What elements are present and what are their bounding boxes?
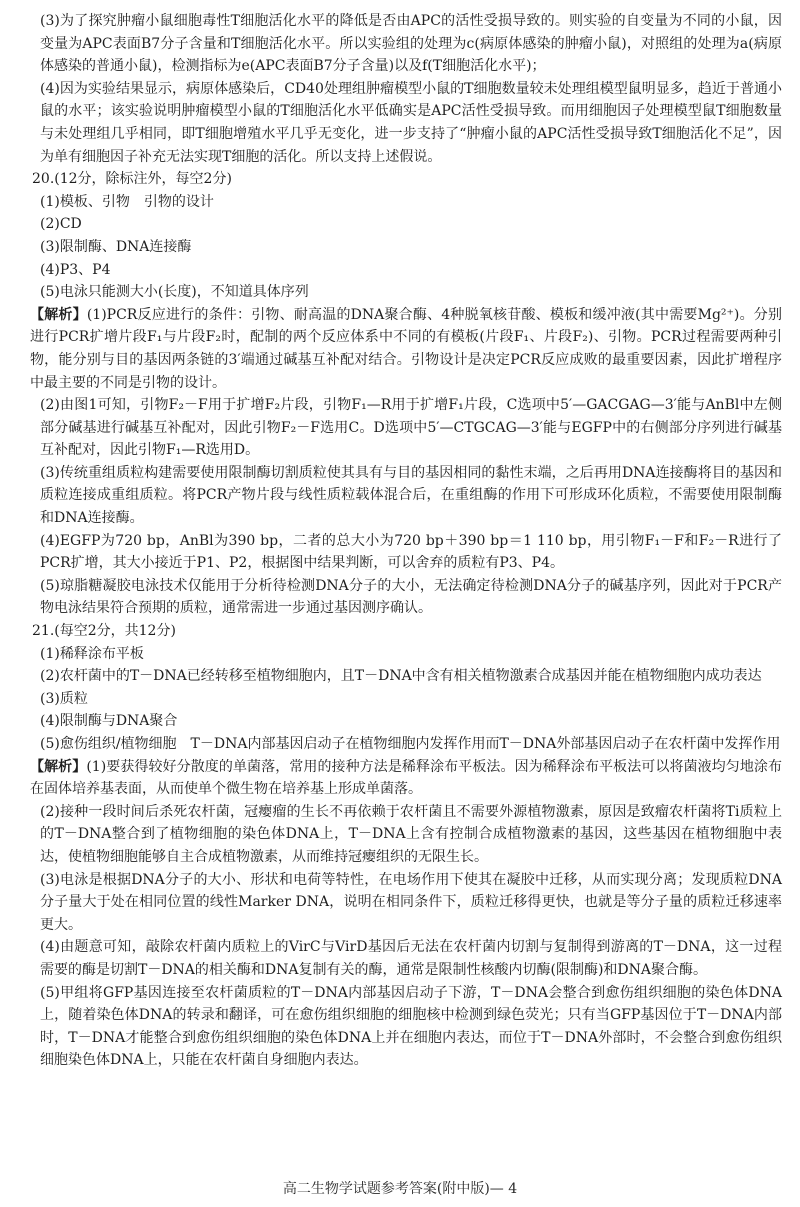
q21-answer-4: (4)限制酶与DNA聚合: [40, 713, 178, 730]
q20-answer-4: (4)P3、P4: [40, 261, 111, 278]
q21-answer-5: (5)愈伤组织/植物细胞 T－DNA内部基因启动子在植物细胞内发挥作用而T－DNA外部基因启动子在农杆菌中发挥作用: [40, 736, 781, 752]
page-footer: 高二生物学试题参考答案(附中版)— 4: [282, 1181, 518, 1197]
q20-answer-2: (2)CD: [40, 216, 82, 233]
q21-heading: 21.(每空2分，共12分): [32, 623, 176, 640]
q21-explanation-2: (2)接种一段时间后杀死农杆菌，冠瘿瘤的生长不再依赖于农杆菌且不需要外源植物激素，原因是致瘤农杆菌将Ti质粒上的T－DNA整合到了植物细胞的染色体DNA上，T－DNA上含有控制合成植物激素的基因，这些基因在植物细胞中表达，使植物细胞能够自主合成植物激素，从而维持冠瘿组织的无限生长。: [40, 803, 782, 865]
jiexi-label: 【解析】: [30, 306, 87, 323]
q21-explanation-4: (4)由题意可知，敲除农杆菌内质粒上的VirC与VirD基因后无法在农杆菌内切割与复制得到游离的T－DNA，这一过程需要的酶是切割T－DNA的相关酶和DNA复制有关的酶，通常是限制性核酸内切酶(限制酶)和DNA聚合酶。: [40, 939, 782, 978]
q21-answer-1: (1)稀释涂布平板: [40, 645, 144, 662]
q20-explanation-5: (5)琼脂糖凝胶电泳技术仅能用于分析待检测DNA分子的大小，无法确定待检测DNA分子的碱基序列，因此对于PCR产物电泳结果符合预期的质粒，通常需进一步通过基因测序确认。: [40, 577, 782, 617]
q21-explanation-3: (3)电泳是根据DNA分子的大小、形状和电荷等特性，在电场作用下使其在凝胶中迁移，从而实现分离；发现质粒DNA分子量大于处在相同位置的线性Marker DNA，说明在相同条件下，质粒迁移得更快，也就是等分子量的质粒迁移速率更大。: [40, 871, 782, 933]
q21-explanation-1: [30, 756, 782, 801]
q20-heading: 20.(12分，除标注外，每空2分): [32, 171, 232, 188]
q21-answer-3: (3)质粒: [40, 690, 88, 707]
q20-explanation-4: (4)EGFP为720 bp，AnBl为390 bp，二者的总大小为720 bp＋390 bp＝1 110 bp，用引物F₁－F和F₂－R进行了PCR扩增，其大小接近于P1、P2，根据图中结果判断，可以舍弃的质粒有P3、P4。: [40, 532, 782, 572]
q21-answer-2: (2)农杆菌中的T－DNA已经转移至植物细胞内，且T－DNA中含有相关植物激素合成基因并能在植物细胞内成功表达: [40, 668, 762, 685]
q20-answer-1: (1)模板、引物 引物的设计: [40, 193, 214, 210]
q20-explanation-1: [30, 304, 782, 394]
page-content: [30, 10, 782, 1072]
q21-explanation-5: (5)甲组将GFP基因连接至农杆菌质粒的T－DNA内部基因启动子下游，T－DNA会整合到愈伤组织细胞的染色体DNA上，随着染色体DNA的转录和翻译，可在愈伤组织细胞的细胞核中检测到绿色荧光；只有当GFP基因位于T－DNA内部时，T－DNA才能整合到愈伤组织细胞的染色体DNA上并在细胞内表达，而位于T－DNA外部时，不会整合到愈伤组织细胞染色体DNA上，只能在农杆菌自身细胞内表达。: [40, 984, 782, 1069]
q20-explanation-3: (3)传统重组质粒构建需要使用限制酶切割质粒使其具有与目的基因相同的黏性末端，之后再用DNA连接酶将目的基因和质粒连接成重组质粒。将PCR产物片段与线性质粒载体混合后，在重组酶的作用下可形成环化质粒，不需要使用限制酶和DNA连接酶。: [40, 464, 782, 527]
q19-explanation-3: (3)为了探究肿瘤小鼠细胞毒性T细胞活化水平的降低是否由APC的活性受损导致的。则实验的自变量为不同的小鼠，因变量为APC表面B7分子含量和T细胞活化水平。所以实验组的处理为c(病原体感染的肿瘤小鼠)，对照组的处理为a(病原体感染的普通小鼠)，检测指标为e(APC表面B7分子含量)以及f(T细胞活化水平)；: [40, 13, 782, 75]
q20-explanation-2: (2)由图1可知，引物F₂－F用于扩增F₂片段，引物F₁—R用于扩增F₁片段，C选项中5′—GACGAG—3′能与AnBl中左侧部分碱基进行碱基互补配对，因此引物F₂－F选用C。D选项中5′—CTGCAG—3′能与EGFP中的右侧部分序列进行碱基互补配对，因此引物F₁—R选用D。: [40, 397, 782, 459]
q20-answer-5: (5)电泳只能测大小(长度)，不知道具体序列: [40, 284, 309, 301]
q20-explanation-1-text: (1)PCR反应进行的条件：引物、耐高温的DNA聚合酶、4种脱氧核苷酸、模板和缓冲液(其中需要Mg²⁺)。分别进行PCR扩增片段F₁与片段F₂时，配制的两个反应体系中不同的有模板(片段F₁、片段F₂)、引物。PCR过程需要两种引物，能分别与目的基因两条链的3′端通过碱基互补配对结合。引物设计是决定PCR反应成败的最重要因素，因此扩增程序中最主要的不同是引物的设计。: [30, 306, 783, 391]
q20-answer-3: (3)限制酶、DNA连接酶: [40, 238, 192, 255]
q19-explanation-4: (4)因为实验结果显示，病原体感染后，CD40处理组肿瘤模型小鼠的T细胞数量较未处理组模型鼠明显多，趋近于普通小鼠的水平；该实验说明肿瘤模型小鼠的T细胞活化水平低确实是APC活性受损导致。而用细胞因子处理模型鼠T细胞数量与未处理组几乎相同，即T细胞增殖水平几乎无变化，进一步支持了“肿瘤小鼠的APC活性受损导致T细胞活化不足”，因为单有细胞因子补充无法实现T细胞的活化。所以支持上述假说。: [40, 80, 782, 165]
q21-explanation-1-text: (1)要获得较好分散度的单菌落，常用的接种方法是稀释涂布平板法。因为稀释涂布平板法可以将菌液均匀地涂布在固体培养基表面，从而使单个微生物在培养基上形成单菌落。: [30, 758, 783, 798]
jiexi-label: 【解析】: [30, 758, 87, 775]
